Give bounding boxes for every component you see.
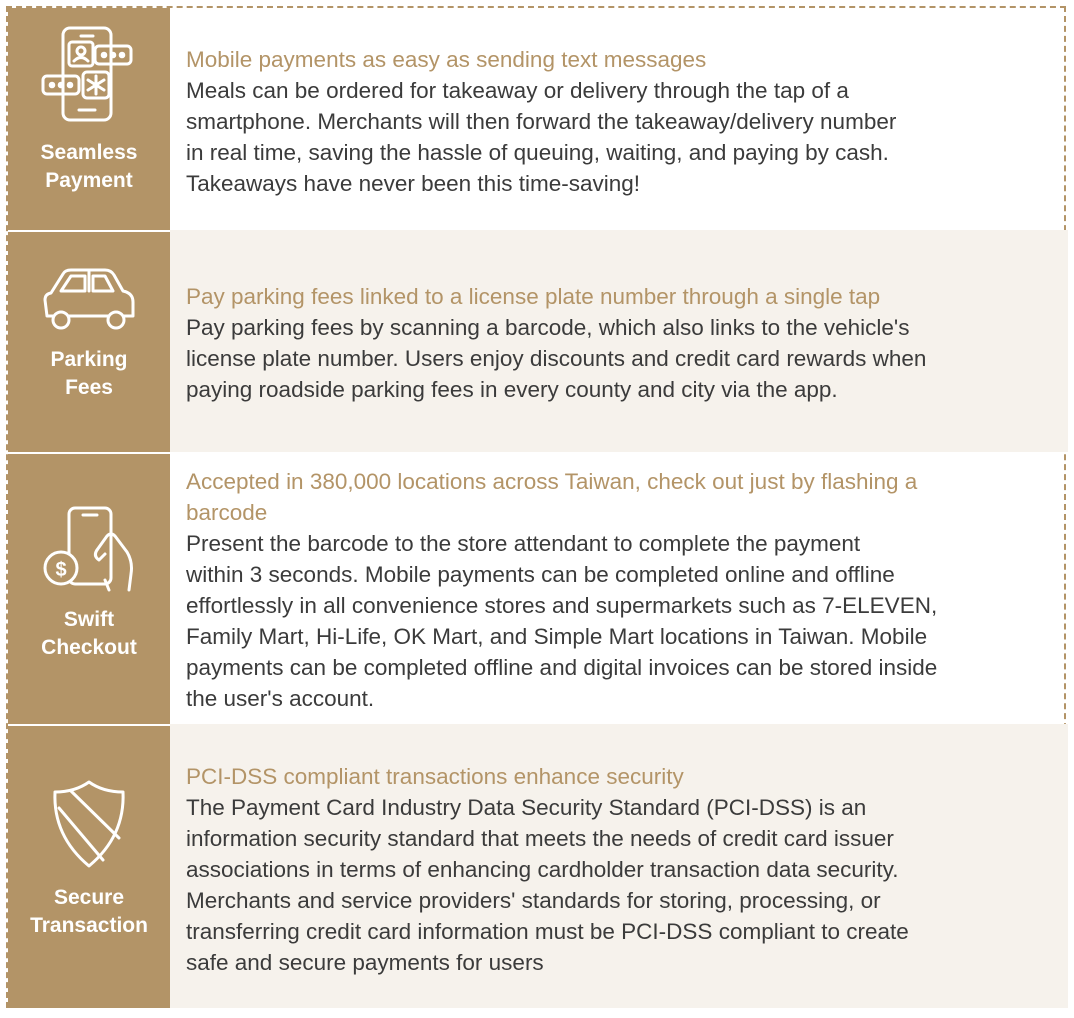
section-sidebar bbox=[8, 724, 170, 1008]
section-body-line: safe and secure payments for users bbox=[186, 950, 544, 975]
section-content bbox=[170, 452, 1068, 724]
section-sidebar bbox=[8, 8, 170, 230]
section-body-line: license plate number. Users enjoy discounts and credit card rewards when bbox=[186, 346, 927, 371]
section-label-line1: Secure bbox=[53, 886, 125, 909]
section-body-line: The Payment Card Industry Data Security Standard (PCI-DSS) is an bbox=[186, 795, 867, 820]
section-body-line: effortlessly in all convenience stores and supermarkets such as 7-ELEVEN, bbox=[186, 593, 938, 618]
section-body-line: Meals can be ordered for takeaway or delivery through the tap of a bbox=[186, 78, 849, 103]
section-body-line: payments can be completed offline and digital invoices can be stored inside bbox=[186, 655, 938, 680]
section-swift-checkout bbox=[8, 452, 1068, 724]
section-heading-line: barcode bbox=[186, 500, 268, 525]
section-body-line: in real time, saving the hassle of queuing, waiting, and paying by cash. bbox=[186, 140, 889, 165]
car-icon bbox=[39, 264, 139, 334]
section-body-line: information security standard that meets the needs of credit card issuer bbox=[186, 826, 894, 851]
section-body-line: Pay parking fees by scanning a barcode, which also links to the vehicle's bbox=[186, 315, 910, 340]
section-label-line2: Fees bbox=[65, 376, 113, 399]
section-parking-fees bbox=[8, 230, 1068, 452]
section-body-line: within 3 seconds. Mobile payments can be completed online and offline bbox=[186, 562, 895, 587]
section-body-line: smartphone. Merchants will then forward the takeaway/delivery number bbox=[186, 109, 897, 134]
section-label-line1: Swift bbox=[63, 608, 115, 631]
section-content bbox=[170, 230, 1068, 452]
section-body-line: Family Mart, Hi-Life, OK Mart, and Simple Mart locations in Taiwan. Mobile bbox=[186, 624, 928, 649]
svg-text:$: $ bbox=[55, 559, 67, 581]
section-content bbox=[170, 8, 1068, 230]
section-sidebar bbox=[8, 230, 170, 452]
section-heading: PCI-DSS compliant transactions enhance security bbox=[186, 764, 684, 789]
section-heading-line: Accepted in 380,000 locations across Taiwan, check out just by flashing a bbox=[186, 469, 918, 494]
section-heading: Pay parking fees linked to a license plate number through a single tap bbox=[186, 284, 881, 309]
section-label-line2: Payment bbox=[45, 169, 133, 192]
section-label-line2: Checkout bbox=[41, 636, 137, 659]
section-body-line: Takeaways have never been this time-saving! bbox=[186, 171, 640, 196]
section-secure-transaction bbox=[8, 724, 1068, 1008]
section-content bbox=[170, 724, 1068, 1008]
section-label-line2: Transaction bbox=[30, 914, 148, 937]
shield-icon bbox=[49, 778, 129, 870]
mobile-chat-icon bbox=[39, 24, 139, 124]
section-body-line: transferring credit card information must be PCI-DSS compliant to create bbox=[186, 919, 909, 944]
section-body-line: associations in terms of enhancing cardholder transaction data security. bbox=[186, 857, 899, 882]
phone-hand-coin-icon bbox=[39, 504, 139, 596]
section-label-line1: Seamless bbox=[40, 141, 138, 164]
section-body-line: paying roadside parking fees in every county and city via the app. bbox=[186, 377, 838, 402]
section-seamless-payment bbox=[8, 8, 1068, 230]
section-body-line: the user's account. bbox=[186, 686, 375, 711]
section-sidebar bbox=[8, 452, 170, 724]
section-label-line1: Parking bbox=[50, 348, 128, 371]
section-body-line: Present the barcode to the store attendant to complete the payment bbox=[186, 531, 861, 556]
section-body-line: Merchants and service providers' standards for storing, processing, or bbox=[186, 888, 881, 913]
section-heading: Mobile payments as easy as sending text messages bbox=[186, 47, 707, 72]
